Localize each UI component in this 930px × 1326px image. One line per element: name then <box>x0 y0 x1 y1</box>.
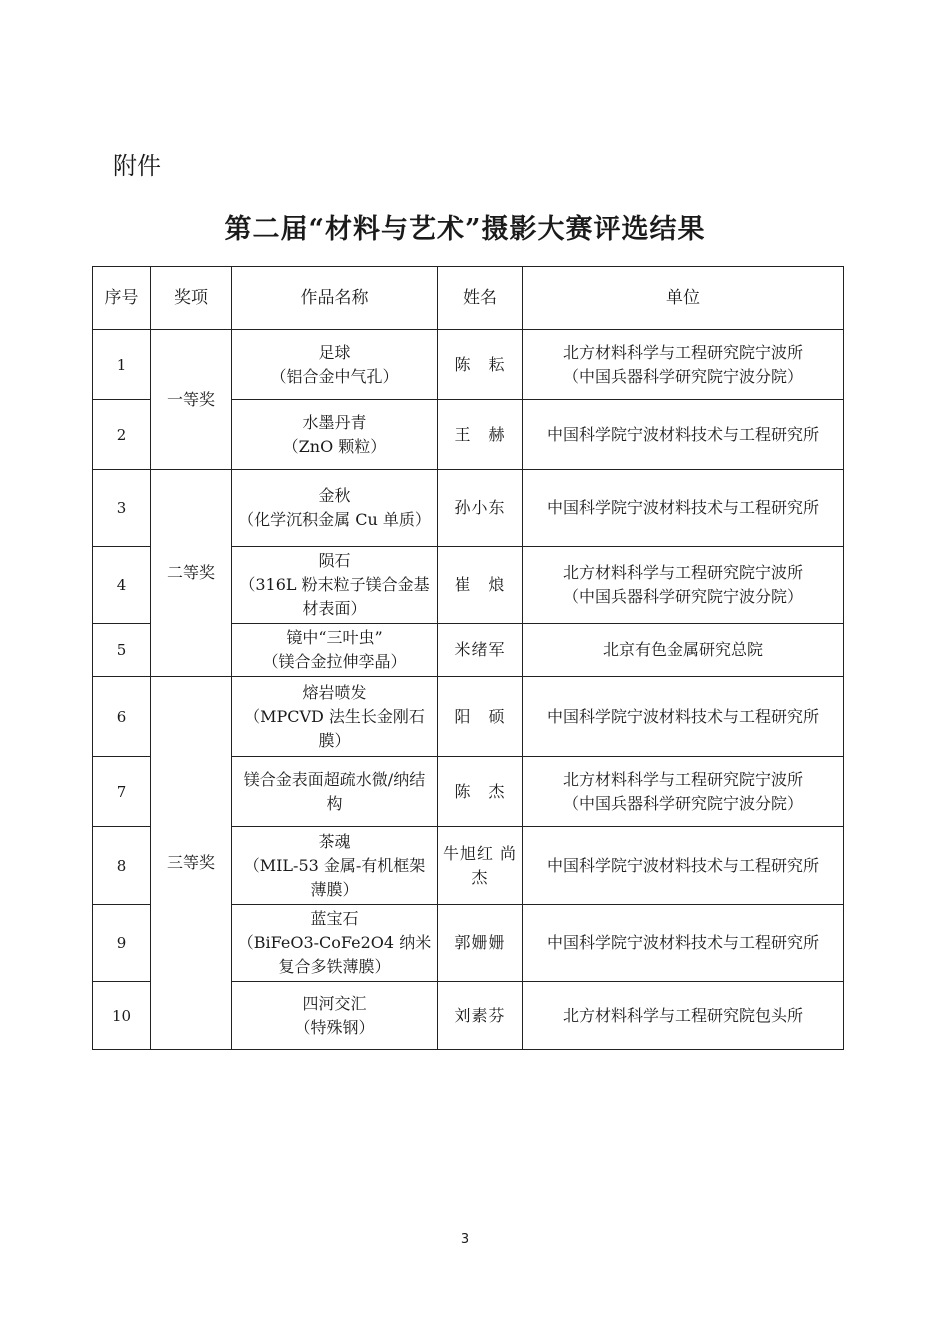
col-header-title: 作品名称 <box>232 267 438 330</box>
table-header-row <box>93 267 844 330</box>
table-row <box>93 470 844 547</box>
work-title: 茶魂 （MIL-53 金属-有机框架薄膜） <box>232 827 438 905</box>
author-name: 王 赫 <box>438 400 523 470</box>
row-number: 5 <box>93 624 151 677</box>
row-number: 2 <box>93 400 151 470</box>
author-name: 陈 杰 <box>438 757 523 827</box>
author-name: 郭姗姗 <box>438 905 523 982</box>
row-number: 3 <box>93 470 151 547</box>
results-table <box>92 266 844 1050</box>
author-name: 米绪军 <box>438 624 523 677</box>
work-title: 陨石 （316L 粉末粒子镁合金基材表面） <box>232 547 438 624</box>
affiliation: 北京有色金属研究总院 <box>523 624 844 677</box>
affiliation: 北方材料科学与工程研究院宁波所 （中国兵器科学研究院宁波分院） <box>523 547 844 624</box>
award-first: 一等奖 <box>151 330 232 470</box>
col-header-unit: 单位 <box>523 267 844 330</box>
work-title: 四河交汇 （特殊钢） <box>232 982 438 1050</box>
work-title: 足球 （铝合金中气孔） <box>232 330 438 400</box>
work-title: 镁合金表面超疏水微/纳结构 <box>232 757 438 827</box>
col-header-name: 姓名 <box>438 267 523 330</box>
affiliation: 中国科学院宁波材料技术与工程研究所 <box>523 400 844 470</box>
work-title: 蓝宝石 （BiFeO3-CoFe2O4 纳米复合多铁薄膜） <box>232 905 438 982</box>
row-number: 1 <box>93 330 151 400</box>
affiliation: 北方材料科学与工程研究院包头所 <box>523 982 844 1050</box>
row-number: 9 <box>93 905 151 982</box>
col-header-award: 奖项 <box>151 267 232 330</box>
page-number: 3 <box>460 1232 470 1247</box>
affiliation: 北方材料科学与工程研究院宁波所 （中国兵器科学研究院宁波分院） <box>523 757 844 827</box>
col-header-no: 序号 <box>93 267 151 330</box>
row-number: 8 <box>93 827 151 905</box>
row-number: 10 <box>93 982 151 1050</box>
award-third: 三等奖 <box>151 677 232 1050</box>
work-title: 镜中“三叶虫” （镁合金拉伸孪晶） <box>232 624 438 677</box>
author-name: 孙小东 <box>438 470 523 547</box>
author-name: 陈 耘 <box>438 330 523 400</box>
row-number: 6 <box>93 677 151 757</box>
work-title: 熔岩喷发 （MPCVD 法生长金刚石膜） <box>232 677 438 757</box>
affiliation: 中国科学院宁波材料技术与工程研究所 <box>523 677 844 757</box>
author-name: 崔 烺 <box>438 547 523 624</box>
work-title: 水墨丹青 （ZnO 颗粒） <box>232 400 438 470</box>
document-title: 第二届“材料与艺术”摄影大赛评选结果 <box>224 214 706 245</box>
author-name: 阳 硕 <box>438 677 523 757</box>
affiliation: 中国科学院宁波材料技术与工程研究所 <box>523 470 844 547</box>
author-name: 刘素芬 <box>438 982 523 1050</box>
work-title: 金秋 （化学沉积金属 Cu 单质） <box>232 470 438 547</box>
table-row <box>93 330 844 400</box>
row-number: 7 <box>93 757 151 827</box>
affiliation: 北方材料科学与工程研究院宁波所 （中国兵器科学研究院宁波分院） <box>523 330 844 400</box>
award-second: 二等奖 <box>151 470 232 677</box>
affiliation: 中国科学院宁波材料技术与工程研究所 <box>523 827 844 905</box>
row-number: 4 <box>93 547 151 624</box>
author-name: 牛旭红 尚 杰 <box>438 827 523 905</box>
table-row <box>93 677 844 757</box>
affiliation: 中国科学院宁波材料技术与工程研究所 <box>523 905 844 982</box>
attachment-label: 附件 <box>113 152 161 180</box>
